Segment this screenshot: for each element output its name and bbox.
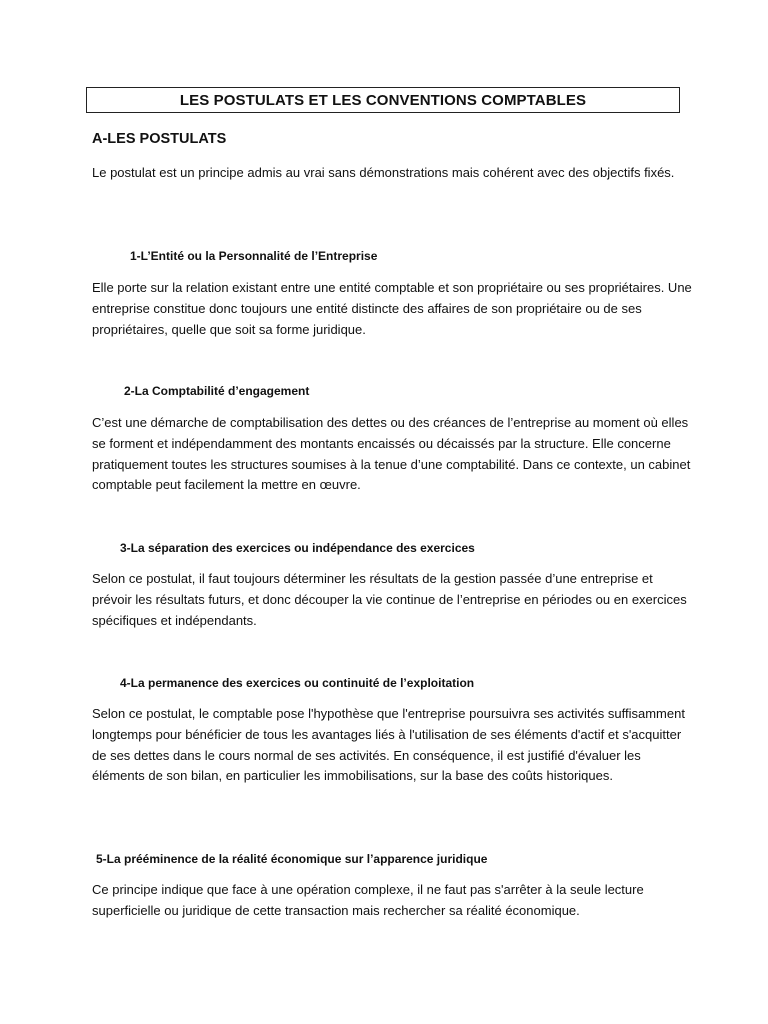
subsection-heading-1: 1-L’Entité ou la Personnalité de l’Entreprise (130, 249, 378, 263)
subsection-heading-4: 4-La permanence des exercices ou continuité de l’exploitation (120, 676, 475, 690)
subsection-heading-5: 5-La prééminence de la réalité économique sur l’apparence juridique (96, 852, 488, 866)
subsection-body-4: Selon ce postulat, le comptable pose l'hypothèse que l'entreprise poursuivra ses activités suffisamment longtemps pour bénéficier de tous les avantages liés à l'utilisation de ses éléments d'actif et s'acquitter de ses dettes dans le cours normal de ses activités. En conséquence, il est justifié d'évaluer les éléments de son bilan, en particulier les immobilisations, sur la base des coûts historiques. (92, 706, 685, 784)
subsection-body-1: Elle porte sur la relation existant entre une entité comptable et son propriétaire ou ses propriétaires. Une entreprise constitue donc toujours une entité distincte des affaires de son propriétaire ou de ses propriétaires, quelle que soit sa forme juridique. (92, 280, 692, 337)
subsection-heading-2: 2-La Comptabilité d’engagement (124, 384, 310, 398)
subsection-body-5: Ce principe indique que face à une opération complexe, il ne faut pas s'arrêter à la seule lecture superficielle ou juridique de cette transaction mais rechercher sa réalité économique. (92, 882, 644, 918)
intro-paragraph: Le postulat est un principe admis au vrai sans démonstrations mais cohérent avec des objectifs fixés. (92, 165, 675, 180)
document-title: LES POSTULATS ET LES CONVENTIONS COMPTABLES (179, 91, 587, 109)
subsection-heading-3: 3-La séparation des exercices ou indépendance des exercices (120, 541, 475, 555)
document-title-box (86, 87, 680, 113)
subsection-body-3: Selon ce postulat, il faut toujours déterminer les résultats de la gestion passée d’une entreprise et prévoir les résultats futurs, et donc découper la vie continue de l’entreprise en périodes ou en exercices spécifiques et indépendants. (92, 571, 687, 628)
section-heading: A-LES POSTULATS (92, 131, 227, 147)
subsection-body-2: C’est une démarche de comptabilisation des dettes ou des créances de l’entreprise au moment où elles se forment et indépendamment des montants encaissés ou décaissés par la structure. Elle concerne pratiquement toutes les structures soumises à la tenue d’une comptabilité. Dans ce contexte, un cabinet comptable peut facilement la mettre en œuvre. (92, 415, 691, 493)
